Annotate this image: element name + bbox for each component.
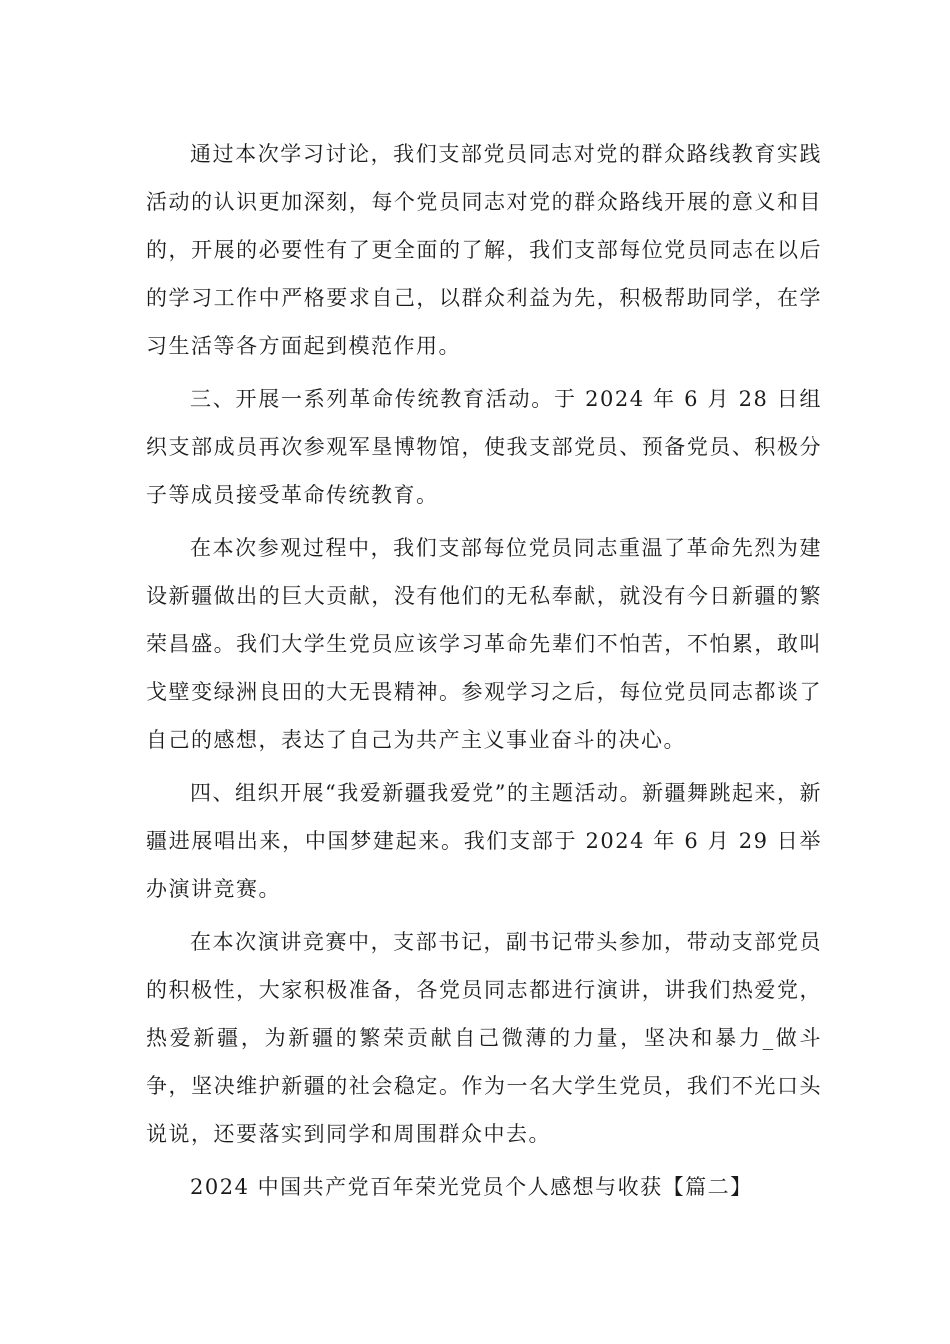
document-body: [146, 130, 822, 1211]
paragraph-revolutionary-education: 三、开展一系列革命传统教育活动。于 2024 年 6 月 28 日组织支部成员再次参观军垦博物馆，使我支部党员、预备党员、积极分子等成员接受革命传统教育。: [146, 387, 822, 507]
paragraph-theme-activity: 四、组织开展“我爱新疆我爱党”的主题活动。新疆舞跳起来，新疆进展唱出来，中国梦建起来。我们支部于 2024 年 6 月 29 日举办演讲竞赛。: [146, 781, 822, 901]
paragraph-study-discussion: 通过本次学习讨论，我们支部党员同志对党的群众路线教育实践活动的认识更加深刻，每个党员同志对党的群众路线开展的意义和目的，开展的必要性有了更全面的了解，我们支部每位党员同志在以后的学习工作中严格要求自己，以群众利益为先，积极帮助同学，在学习生活等各方面起到模范作用。: [146, 142, 822, 358]
section-heading: 2024 中国共产党百年荣光党员个人感想与收获【篇二】: [190, 1175, 753, 1199]
paragraph-speech-contest: 在本次演讲竞赛中，支部书记，副书记带头参加，带动支部党员的积极性，大家积极准备，各党员同志都进行演讲，讲我们热爱党，热爱新疆，为新疆的繁荣贡献自己微薄的力量，坚决和暴力_做斗争，坚决维护新疆的社会稳定。作为一名大学生党员，我们不光口头说说，还要落实到同学和周围群众中去。: [146, 930, 822, 1146]
paragraph-museum-visit: 在本次参观过程中，我们支部每位党员同志重温了革命先烈为建设新疆做出的巨大贡献，没有他们的无私奉献，就没有今日新疆的繁荣昌盛。我们大学生党员应该学习革命先辈们不怕苦，不怕累，敢叫戈壁变绿洲良田的大无畏精神。参观学习之后，每位党员同志都谈了自己的感想，表达了自己为共产主义事业奋斗的决心。: [146, 536, 822, 752]
